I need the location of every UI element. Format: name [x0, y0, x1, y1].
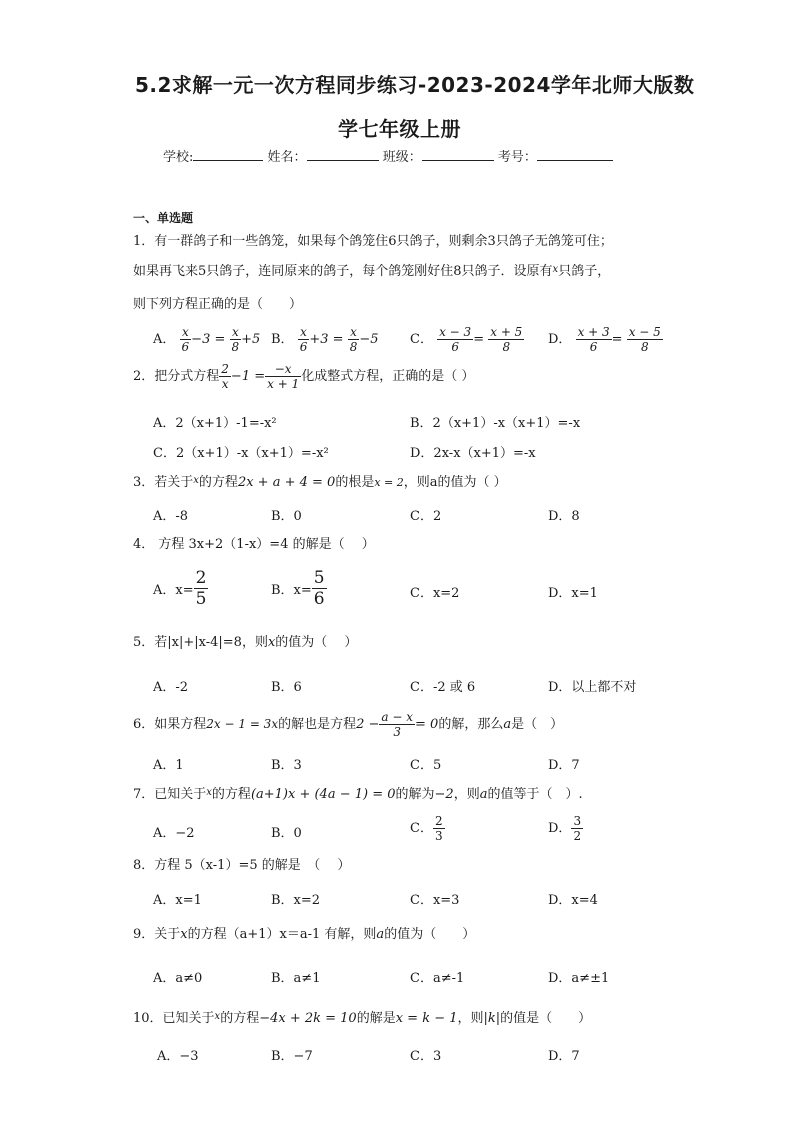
- question-6-option-a[interactable]: A．1: [153, 758, 184, 773]
- question-2-option-a[interactable]: A．2（x+1）-1=-x²: [153, 416, 277, 431]
- question-8-option-b[interactable]: B．x=2: [271, 893, 321, 908]
- question-10-option-c[interactable]: C．3: [410, 1049, 442, 1064]
- question-6-option-c[interactable]: C．5: [410, 758, 442, 773]
- question-5-option-c[interactable]: C．-2 或 6: [410, 680, 476, 695]
- question-10-option-a[interactable]: A．−3: [157, 1049, 199, 1064]
- question-4-option-a[interactable]: A．x= $\frac{2}{5}$: [153, 568, 207, 609]
- question-9-stem: 9．关于x的方程（a+1）x＝a-1 有解，则a的值为（ ）: [133, 927, 476, 942]
- question-2-option-d[interactable]: D．2x-x（x+1）=-x: [410, 446, 536, 461]
- question-8-option-a[interactable]: A．x=1: [153, 893, 202, 908]
- question-1-option-c[interactable]: C． $\frac{x - 3}{6}$ = $\frac{x + 5}{8}$: [410, 325, 523, 354]
- title-line-1: 5.2求解一元一次方程同步练习-2023-2024学年北师大版数: [135, 73, 695, 97]
- section-header: 一、单选题: [133, 211, 194, 225]
- question-1-option-a[interactable]: A． $\frac{x}{6}$ −3 = $\frac{x}{8}$ +5: [153, 325, 261, 354]
- question-3-option-c[interactable]: C．2: [410, 509, 442, 524]
- class-label: 班级：: [382, 150, 422, 165]
- question-9-option-a[interactable]: A．a≠0: [153, 971, 203, 986]
- school-label: 学校:: [163, 150, 194, 165]
- question-1-line-2: 如果再飞来5只鸽子，连同原来的鸽子，每个鸽笼刚好住8只鸽子．设原有$^x$只鸽子，: [133, 264, 611, 279]
- question-3-option-b[interactable]: B．0: [271, 509, 302, 524]
- question-4-stem: 4． 方程 3x+2（1-x）=4 的解是（ ）: [133, 537, 375, 552]
- question-8-option-c[interactable]: C．x=3: [410, 893, 460, 908]
- class-blank: [422, 148, 494, 161]
- question-7-option-c[interactable]: C． $\frac{2}{3}$: [410, 814, 443, 843]
- question-8-stem: 8．方程 5（x-1）=5 的解是 （ ）: [133, 858, 351, 873]
- question-10-option-b[interactable]: B．−7: [271, 1049, 313, 1064]
- question-7-option-b[interactable]: B．0: [271, 826, 302, 841]
- question-2-stem: 2．把分式方程 $\frac{2}{x}$ −1 = $\frac{-x}{x + 1}$ 化成整式方程，正确的是（ ）: [133, 362, 475, 391]
- question-3-option-d[interactable]: D．8: [548, 509, 580, 524]
- question-7-option-d[interactable]: D． $\frac{3}{2}$: [548, 814, 582, 843]
- title-line-2: 学七年级上册: [338, 117, 461, 141]
- question-7-stem: 7．已知关于$^x$的方程(a+1)x + (4a − 1) = 0的解为−2，则a的值等于（ ）.: [133, 787, 583, 802]
- question-1-option-b[interactable]: B． $\frac{x}{6}$ +3 = $\frac{x}{8}$ −5: [271, 325, 379, 354]
- school-blank: [193, 148, 263, 161]
- question-1-line-3: 则下列方程正确的是（ ）: [133, 297, 303, 312]
- question-5-option-a[interactable]: A．-2: [153, 680, 189, 695]
- question-6-stem: 6．如果方程2x − 1 = 3x的解也是方程2 − $\frac{a - x}{3}$ = 0的解，那么a是（ ）: [133, 710, 564, 739]
- question-6-option-d[interactable]: D．7: [548, 758, 580, 773]
- question-5-stem: 5．若|x|+|x-4|=8，则x的值为（ ）: [133, 635, 358, 650]
- question-5-option-d[interactable]: D．以上都不对: [548, 680, 637, 695]
- question-4-option-d[interactable]: D．x=1: [548, 586, 598, 601]
- student-info-line: [163, 146, 613, 165]
- question-3-option-a[interactable]: A．-8: [153, 509, 189, 524]
- question-5-option-b[interactable]: B．6: [271, 680, 302, 695]
- question-3-stem: 3．若关于$^x$的方程2x + a + 4 = 0的根是x = 2，则a的值为（ ）: [133, 475, 507, 490]
- question-4-option-c[interactable]: C．x=2: [410, 586, 460, 601]
- number-blank: [537, 148, 613, 161]
- name-blank: [307, 148, 379, 161]
- question-4-option-b[interactable]: B．x= $\frac{5}{6}$: [271, 568, 325, 609]
- question-1-line-1: 1．有一群鸽子和一些鸽笼，如果每个鸽笼住6只鸽子，则剩余3只鸽子无鸽笼可住；: [133, 234, 613, 249]
- question-7-option-a[interactable]: A．−2: [153, 826, 195, 841]
- question-9-option-c[interactable]: C．a≠-1: [410, 971, 465, 986]
- question-10-stem: 10．已知关于$^x$的方程−4x + 2k = 10的解是x = k − 1，则|k|的值是（ ）: [133, 1011, 592, 1026]
- name-label: 姓名：: [267, 150, 307, 165]
- question-6-option-b[interactable]: B．3: [271, 758, 302, 773]
- number-label: 考号：: [497, 150, 537, 165]
- question-8-option-d[interactable]: D．x=4: [548, 893, 598, 908]
- question-9-option-b[interactable]: B．a≠1: [271, 971, 321, 986]
- question-9-option-d[interactable]: D．a≠±1: [548, 971, 610, 986]
- question-2-option-c[interactable]: C．2（x+1）-x（x+1）=-x²: [153, 446, 329, 461]
- question-10-option-d[interactable]: D．7: [548, 1049, 580, 1064]
- question-1-option-d[interactable]: D． $\frac{x + 3}{6}$ = $\frac{x - 5}{8}$: [548, 325, 661, 354]
- question-2-option-b[interactable]: B．2（x+1）-x（x+1）=-x: [410, 416, 581, 431]
